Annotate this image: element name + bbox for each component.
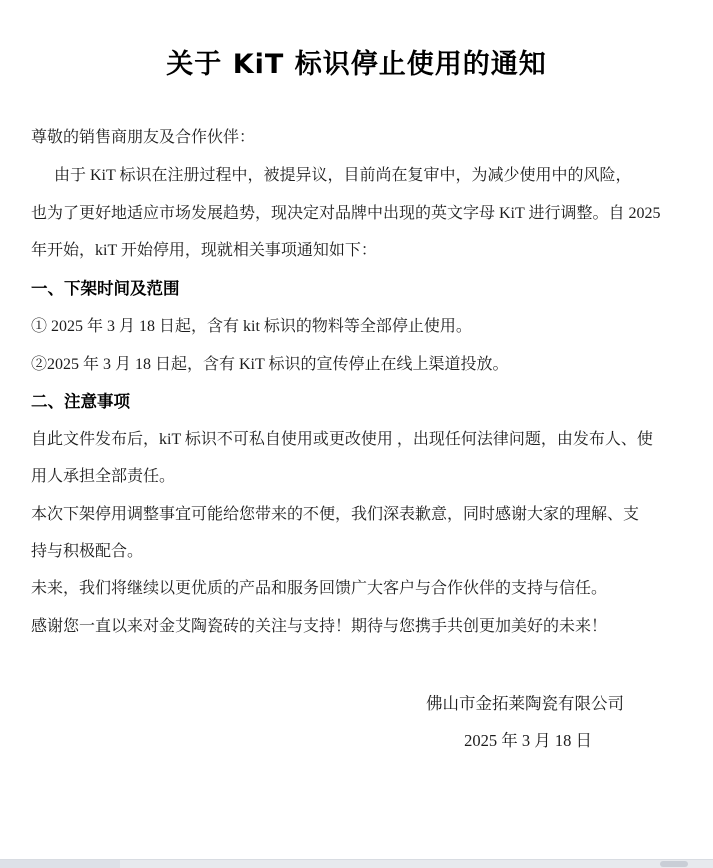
document-title: 关于 KiT 标识停止使用的通知	[166, 49, 547, 80]
notice-line-2: 用人承担全部责任。	[31, 468, 176, 485]
scrollbar-track-left-segment	[0, 860, 120, 868]
future-line: 未来，我们将继续以更优质的产品和服务回馈广大客户与合作伙伴的支持与信任。	[31, 580, 608, 597]
intro-line-1: 由于 KiT 标识在注册过程中，被提异议，目前尚在复审中，为减少使用中的风险，	[54, 167, 632, 184]
scrollbar-thumb[interactable]	[660, 861, 688, 867]
thanks-line: 感谢您一直以来对金艾陶瓷砖的关注与支持！期待与您携手共创更加美好的未来！	[31, 618, 608, 635]
section1-heading: 一、下架时间及范围	[31, 279, 180, 298]
notice-line-1: 自此文件发布后，kiT 标识不可私自使用或更改使用 ，出现任何法律问题，由发布人、使	[31, 431, 653, 448]
signature-date: 2025 年 3 月 18 日	[464, 731, 592, 750]
section1-item-1: ① 2025 年 3 月 18 日起，含有 kit 标识的物料等全部停止使用。	[31, 318, 472, 335]
horizontal-scrollbar[interactable]	[0, 859, 713, 868]
apology-line-2: 持与积极配合。	[31, 543, 144, 560]
section1-item-2: ②2025 年 3 月 18 日起，含有 KiT 标识的宣传停止在线上渠道投放。	[31, 356, 509, 373]
intro-line-2: 也为了更好地适应市场发展趋势，现决定对品牌中出现的英文字母 KiT 进行调整。自 2025	[31, 205, 661, 222]
section2-heading: 二、注意事项	[31, 392, 130, 411]
signature-company: 佛山市金拓莱陶瓷有限公司	[426, 694, 624, 713]
greeting-line: 尊敬的销售商朋友及合作伙伴：	[31, 129, 256, 146]
intro-line-3: 年开始，kiT 开始停用，现就相关事项通知如下：	[31, 242, 377, 259]
apology-line-1: 本次下架停用调整事宜可能给您带来的不便，我们深表歉意，同时感谢大家的理解、支	[31, 506, 640, 523]
